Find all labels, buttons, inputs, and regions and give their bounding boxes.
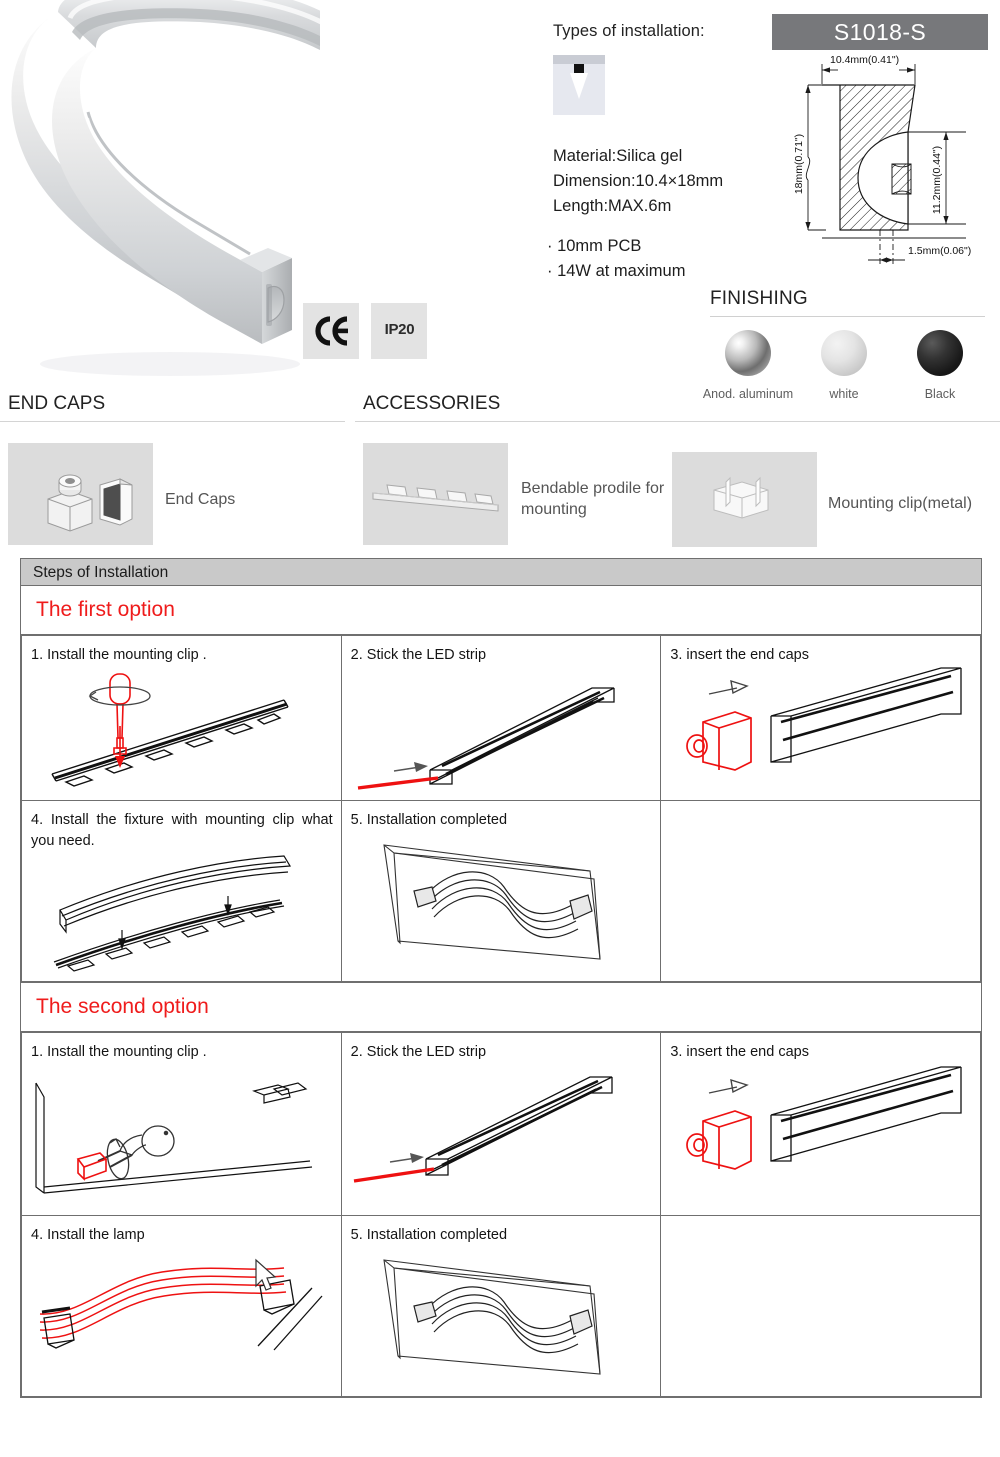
option-2-grid: [21, 1032, 981, 1397]
o2-step-4-illustration: [22, 1246, 341, 1386]
o1-step-1-cell: [22, 636, 342, 801]
bendable-profile-thumbnail: [363, 443, 508, 545]
table-row: [22, 636, 981, 801]
o2-step-5-cell: [341, 1216, 661, 1397]
steps-of-installation-table: [20, 558, 982, 1398]
option-1-title: The first option: [21, 586, 981, 635]
o1-step-1-label: 1. Install the mounting clip .: [31, 647, 207, 663]
accessories-divider: [355, 421, 1000, 422]
o2-step-3-illustration: [661, 1063, 980, 1205]
o1-step-3-illustration: [661, 666, 980, 791]
ce-icon: [303, 303, 359, 359]
o2-step-1-cell: [22, 1033, 342, 1216]
ip-rating-badge: [371, 303, 427, 359]
o1-step-2-illustration: [342, 666, 661, 791]
option-1-grid: [21, 635, 981, 982]
mounting-clip-thumbnail: [672, 452, 817, 547]
o1-step-5-illustration: [342, 831, 661, 981]
bendable-profile-item-label: Bendable prodile for mounting: [521, 480, 665, 518]
spec-length: Length:MAX.6m: [553, 197, 672, 215]
o2-blank-cell: [661, 1216, 981, 1397]
o2-step-4-cell: [22, 1216, 342, 1397]
steps-bar-title: Steps of Installation: [21, 559, 981, 586]
swatch-ball-black: [917, 330, 963, 376]
o2-step-1-illustration: [22, 1063, 341, 1205]
o2-step-4-label: 4. Install the lamp: [31, 1227, 145, 1243]
o2-step-2-illustration: [342, 1063, 661, 1205]
hero-section: [0, 0, 1000, 555]
option-2-title: The second option: [21, 982, 981, 1032]
table-row: [22, 1033, 981, 1216]
cross-section-drawing: [780, 52, 998, 280]
o2-blank-label: [661, 1216, 980, 1225]
swatch-label-white: white: [829, 387, 859, 401]
swatch-black: [892, 330, 988, 401]
ip-rating-label: IP20: [384, 321, 415, 338]
spec-dimension: Dimension:10.4×18mm: [553, 172, 724, 190]
swatch-anodized-aluminum: [700, 330, 796, 401]
o1-step-2-cell: [341, 636, 661, 801]
spec-pcb: · 10mm PCB: [547, 237, 642, 255]
o2-step-3-label: 3. insert the end caps: [670, 1044, 809, 1060]
finishing-title: FINISHING: [710, 288, 808, 309]
o2-step-2-cell: [341, 1033, 661, 1216]
end-caps-divider: [0, 421, 345, 422]
spec-material: Material:Silica gel: [553, 147, 683, 165]
spec-wattage: · 14W at maximum: [547, 262, 686, 280]
o2-step-3-cell: [661, 1033, 981, 1216]
finishing-block: [702, 288, 1000, 410]
swatch-ball-white: [821, 330, 867, 376]
dim-wall-label: 1.5mm(0.06"): [908, 245, 972, 257]
spec-list: [553, 144, 723, 219]
swatch-ball-anodized: [725, 330, 771, 376]
installation-types-title: Types of installation:: [553, 22, 705, 40]
ceiling-downlight-icon: [553, 55, 605, 115]
installation-types-block: [547, 22, 783, 280]
swatch-white: [796, 330, 892, 401]
o2-step-5-illustration: [342, 1246, 661, 1396]
o1-step-5-label: 5. Installation completed: [350, 812, 508, 828]
product-photo: [0, 0, 320, 392]
o1-step-4-label: 4. Install the fixture with mounting clip what you need.: [31, 812, 333, 849]
o1-step-5-cell: [341, 801, 661, 982]
o2-step-2-label: 2. Stick the LED strip: [350, 1044, 487, 1060]
mounting-clip-item-label: Mounting clip(metal): [828, 495, 973, 512]
o2-step-5-label: 5. Installation completed: [350, 1227, 508, 1243]
o1-step-4-cell: [22, 801, 342, 982]
model-code-chip: S1018-S: [772, 14, 988, 50]
table-row: [22, 801, 981, 982]
accessories-heading: ACCESSORIES: [363, 393, 501, 414]
swatch-label-anodized: Anod. aluminum: [702, 387, 794, 401]
o1-step-3-cell: [661, 636, 981, 801]
dim-width-label: 10.4mm(0.41"): [830, 54, 900, 66]
dim-inner-label: 11.2mm(0.44"): [931, 145, 943, 215]
o1-blank-cell: [661, 801, 981, 982]
o1-step-4-illustration: [22, 852, 341, 972]
certification-badges: [303, 303, 435, 359]
spec-bullets: [547, 234, 685, 284]
end-caps-thumbnail: [8, 443, 153, 545]
table-row: [22, 1216, 981, 1397]
o1-step-3-label: 3. insert the end caps: [670, 647, 809, 663]
finishing-divider: [710, 316, 985, 317]
o1-blank-label: [661, 801, 980, 810]
finish-swatches: [702, 330, 1000, 410]
end-caps-item-label: End Caps: [165, 491, 236, 508]
swatch-label-black: Black: [924, 387, 956, 401]
o1-step-1-illustration: [22, 666, 341, 791]
end-caps-heading: END CAPS: [8, 393, 106, 414]
o1-step-2-label: 2. Stick the LED strip: [350, 647, 487, 663]
dim-height-label: 18mm(0.71"): [793, 133, 805, 195]
o2-step-1-label: 1. Install the mounting clip .: [31, 1044, 207, 1060]
